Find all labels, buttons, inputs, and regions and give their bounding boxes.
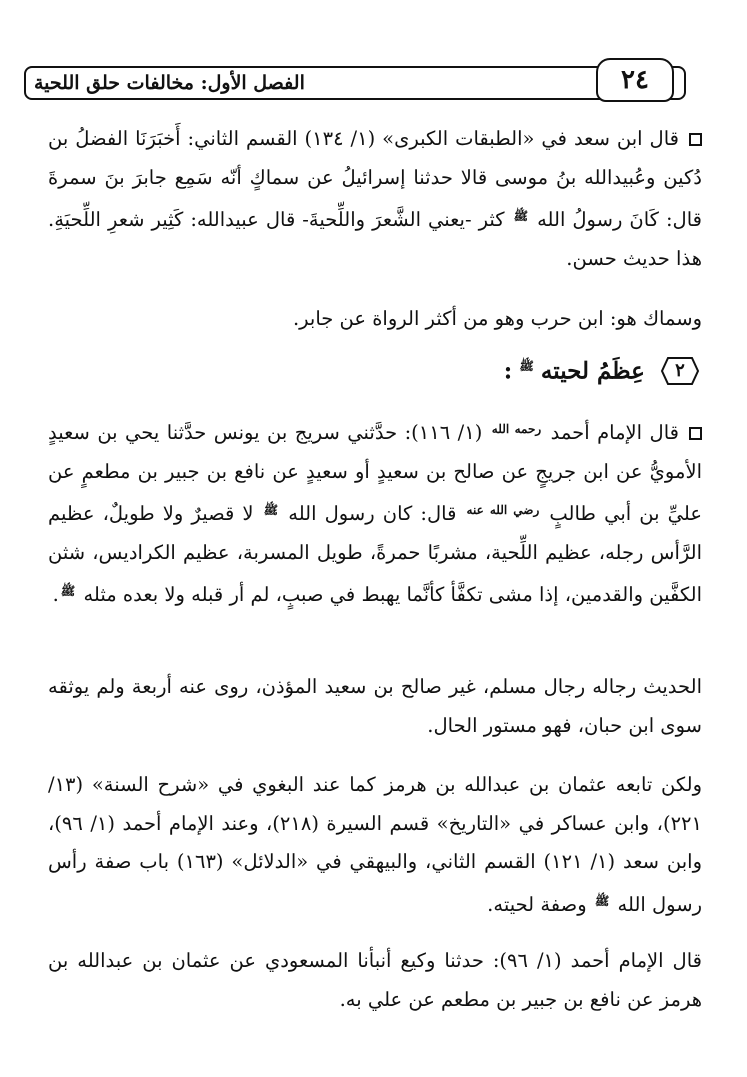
paragraph-simak-note: وسماك هو: ابن حرب وهو من أكثر الرواة عن جابر. [292,307,702,330]
page-number: ٢٤ [621,65,649,95]
chapter-title: الفصل الأول: مخالفات حلق اللحية [34,72,305,94]
paragraph-text: (١/ ١١٦): حدَّثني سريج بن يونس حدَّثنا يحي بن سعيدٍ الأمويُّ عن ابن جريجٍ عن صالح بن سعيدٍ أو سعيدٍ عن نافع بن جبير بن مطعمٍ عن عليِّ بن أبي طالبٍ [48,421,702,525]
salawat-honorific: ﷺ [263,503,279,517]
paragraph-text: قال ابن سعد في «الطبقات الكبرى» (١/ ١٣٤) القسم الثاني: أَخبَرَنَا الفضلُ بن دُكين وعُبيدالله بنُ موسى قالا حدثنا إسرائيلُ عن سماكٍ أنّه سَمِع جابرَ بنَ سمرةَ قال: كَانَ رسولُ الله [48,127,702,231]
paragraph-text: قال الإمام أحمد [550,421,679,444]
salawat-honorific: ﷺ [513,209,529,223]
paragraph-imam-ahmad: قال الإمام أحمد $^{رحمه الله}$ (١/ ١١٦): حدَّثني سريج بن يونس حدَّثنا يحي بن سعيدٍ الأمويُّ عن ابن جريجٍ عن صالح بن سعيدٍ أو سعيدٍ عن نافع بن جبير بن مطعمٍ عن عليِّ بن أبي طالبٍ $^{رضي الله عنه}$ قال: كان رسول الله $^ﷺ$ لا قصيرٌ ولا طويلٌ، عظيم الرَّأس رجله، عظيم اللِّحية، مشربًا حمرةً، طويل المسربة، عظيم الكراديس، شثن الكفَّين والقدمين، إذا مشى تكفَّأ كأنَّما يهبط في صببٍ، لم أر قبله ولا بعده مثله $^ﷺ$. [48,421,702,606]
paragraph-text: لا قصيرٌ ولا طويلٌ، عظيم الرَّأس رجله، عظيم اللِّحية، مشربًا حمرةً، طويل المسربة، عظيم الكراديس، شثن الكفَّين والقدمين، إذا مشى تكفَّأ كأنَّما يهبط في صببٍ، لم أر قبله ولا بعده مثله [48,502,702,606]
paragraph-text: ولكن تابعه عثمان بن عبدالله بن هرمز كما عند البغوي في «شرح السنة» (١٣/ ٢٢١)، وابن عساكر في «التاريخ» قسم السيرة (٢١٨)، وعند الإمام أحمد (١/ ٩٦)، وابن سعد (١/ ١٢١) القسم الثاني، والبيهقي في «الدلائل» (١٦٣) باب صفة رأس رسول الله [48,773,702,916]
salawat-honorific: ﷺ [594,893,610,908]
paragraph-ibn-saad [48,120,702,278]
paragraph-imam-ahmad-second: قال الإمام أحمد (١/ ٩٦): حدثنا وكيع أنبأنا المسعودي عن عثمان بن عبدالله بن هرمز عن نافع بن جبير بن مطعم عن علي به. [48,949,702,1011]
section-title-suffix: : [503,357,513,385]
paragraph-text: قال: كان رسول الله [288,502,457,525]
paragraph-text: وصفة لحيته. [487,892,587,916]
paragraph-grading: الحديث رجاله رجال مسلم، غير صالح بن سعيد المؤذن، روى عنه أربعة ولم يوثقه سوى ابن حبان، فهو مستور الحال. [48,675,702,737]
section-number-badge [660,356,700,386]
rahimahullah-honorific: رحمه الله [491,422,542,436]
section-title: عِظَمُ لحيته [540,357,645,385]
section-heading [200,356,700,396]
paragraph-corroboration [48,766,702,924]
section-number: ٢ [675,360,685,381]
square-bullet-icon [689,133,702,146]
salawat-honorific: ﷺ [519,358,534,373]
paragraph-text: كثر -يعني الشَّعرَ واللِّحيةَ- قال عبيدالله: كَثِير شعرِ اللِّحيَةِ. هذا حديث حسن. [48,208,702,270]
square-bullet-icon [689,427,702,440]
salawat-honorific: ﷺ [60,584,76,598]
radiallahu-honorific: رضي الله عنه [466,503,540,517]
